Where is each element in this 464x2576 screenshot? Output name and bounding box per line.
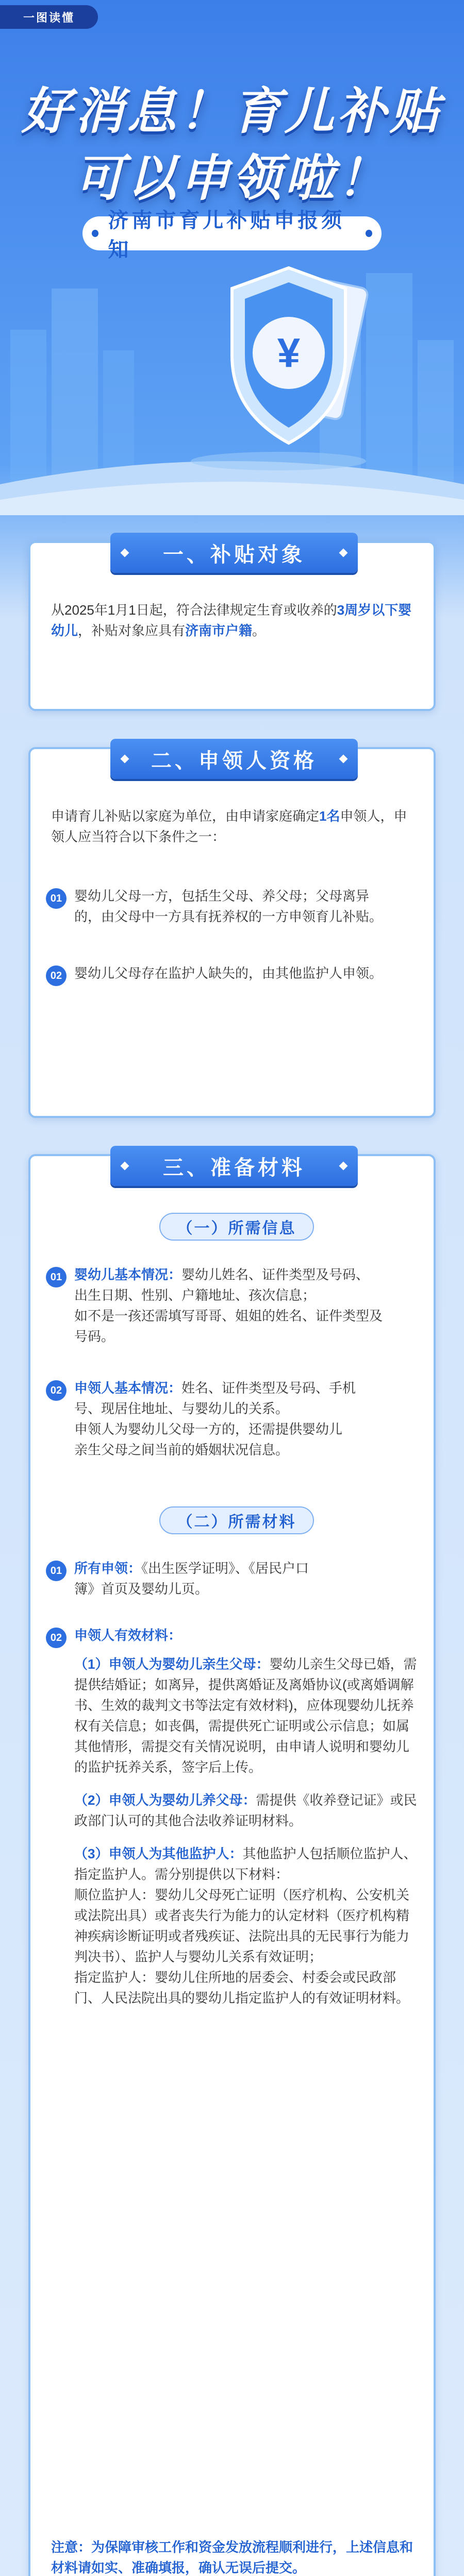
text-line: 亲生父母之间当前的婚姻状况信息。: [74, 1442, 289, 1458]
item-text: [74, 1378, 420, 1460]
text-part: 申领人，申领人应当符合以下条件之一：: [51, 808, 407, 844]
item-number-badge: 01: [46, 1561, 67, 1581]
text-line: 顺位监护人：婴幼儿父母死亡证明（医疗机构、公安机关或法院出具）或者丧失行为能力的认定材料（医疗机构精神疾病诊断证明或者残疾证、法院出具的无民事行为能力判决书）、监护人与婴幼儿关系有效证明；: [74, 1887, 410, 1964]
dot-left-icon: [92, 230, 98, 237]
text-part: 申请育儿补贴以家庭为单位，由申请家庭确定: [51, 808, 320, 824]
hero-banner: [0, 0, 464, 515]
hero-headline-1: 好消息！育儿补贴: [22, 84, 442, 139]
text-line: 如不是一孩还需填写哥哥、姐姐的姓名、证件类型及: [74, 1308, 383, 1324]
text-line: 姓名、证件类型及号码、手机: [181, 1380, 356, 1396]
text-line: 婴幼儿亲生父母已婚，需提供结婚证；如离异，提供离婚证及离婚协议(或离婚调解书、生效的裁判文书等法定有效材料)，应体现婴幼儿抚养权有关信息；如丧偶，需提供死亡证明或公示信息；如属其他情形，需提交有关情况说明，由申请人说明和婴幼儿的监护抚养关系，签字后上传。: [74, 1656, 417, 1775]
section-note: [51, 2537, 417, 2576]
hero-badge: 一图读懂: [0, 5, 98, 29]
subsection-pill: （二）所需材料: [159, 1506, 314, 1534]
item-text: 婴幼儿父母存在监护人缺失的，由其他监护人申领。: [74, 965, 383, 981]
sub-heading: （3）申领人为其他监护人：: [74, 1846, 243, 1861]
text-line: 《出生医学证明》、《居民户口: [141, 1561, 309, 1576]
item-text: [74, 1625, 420, 2008]
dot-right-icon: [366, 230, 372, 237]
item-number-badge: 01: [46, 888, 67, 909]
highlight-count: 1名: [319, 808, 340, 824]
item-number-badge: 02: [46, 1628, 67, 1648]
item-number-badge: 02: [46, 965, 67, 986]
highlight-age: 3周岁以下婴幼儿: [51, 602, 412, 638]
shield-money-icon: [155, 258, 371, 474]
text-line: 婴幼儿父母一方，包括生父母、养父母；父母离异: [74, 888, 370, 904]
text-line: 婴幼儿姓名、证件类型及号码、: [181, 1267, 370, 1282]
hero-subtitle-pill: [82, 209, 382, 261]
item-text: [74, 886, 415, 927]
item-text: [74, 1264, 420, 1347]
item-heading: 婴幼儿基本情况：: [74, 1267, 182, 1282]
text-line: 号码。: [74, 1329, 115, 1344]
highlight-hukou: 济南市户籍: [185, 623, 253, 638]
hero-headline-2: 可以申领啦！: [74, 151, 390, 206]
note-text: 为保障审核工作和资金发放流程顺利进行，上述信息和材料请如实、准确填报，确认无误后提交。: [51, 2539, 413, 2575]
hero-subtitle: 济南市育儿补贴申报须知: [108, 209, 345, 261]
item-number-badge: 02: [46, 1380, 67, 1401]
item-heading: 申领人基本情况：: [74, 1380, 182, 1396]
item-text: [74, 1558, 420, 1599]
text-line: 指定监护人：婴幼儿住所地的居委会、村委会或民政部门、人民法院出具的婴幼儿指定监护人的有效证明材料。: [74, 1970, 410, 2006]
text-line: 簿》首页及婴幼儿页。: [74, 1581, 209, 1597]
text-line: 的，由父母中一方具有抚养权的一方申领育儿补贴。: [74, 909, 383, 924]
text-line: 申领人为婴幼儿父母一方的，还需提供婴幼儿: [74, 1421, 343, 1437]
item-heading: 申领人有效材料：: [74, 1628, 182, 1643]
sub-heading: （2）申领人为婴幼儿养父母：: [74, 1792, 256, 1808]
section-intro: [51, 806, 412, 847]
text-part: 从2025年1月1日起，符合法律规定生育或收养的: [51, 602, 337, 618]
item-heading: 所有申领：: [74, 1561, 142, 1576]
section-applicant-card: [28, 747, 436, 1118]
text-line: 需提供《收养登记证》或民政部门认可的其他合法收养证明材料。: [74, 1792, 417, 1828]
text-line: 出生日期、性别、户籍地址、孩次信息；: [74, 1287, 316, 1303]
item-number-badge: 01: [46, 1267, 67, 1287]
sub-heading: （1）申领人为婴幼儿亲生父母：: [74, 1656, 270, 1672]
text-line: 号、现居住地址、与婴幼儿的关系。: [74, 1401, 289, 1416]
section-body: [51, 600, 412, 641]
section-title: 三、准备材料: [110, 1146, 358, 1186]
section-subsidy-target-card: [28, 541, 436, 711]
subsection-pill: （一）所需信息: [159, 1213, 314, 1241]
note-heading: 注意：: [51, 2539, 92, 2555]
section-title: 一、补贴对象: [110, 533, 358, 573]
section-title: 二、申领人资格: [110, 739, 358, 779]
text-part: 。: [252, 623, 266, 638]
svg-text:¥: ¥: [277, 330, 301, 376]
section-materials-card: [28, 1154, 436, 2576]
text-part: ，补贴对象应具有: [78, 623, 186, 638]
text-line: 其他监护人包括顺位监护人、指定监护人。需分别提供以下材料：: [74, 1846, 417, 1882]
